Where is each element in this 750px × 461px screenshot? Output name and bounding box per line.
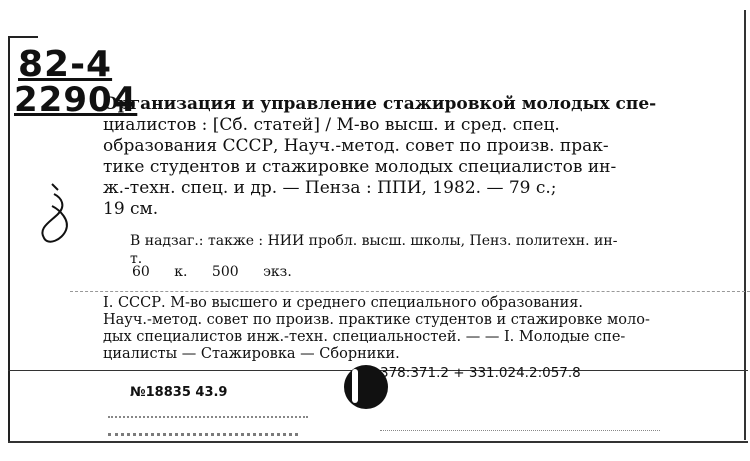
main-entry-line: тике студентов и стажировке молодых специалистов ин-	[103, 157, 617, 177]
main-entry-line: ж.-техн. спец. и др. — Пенза : ППИ, 1982. — 79 с.;	[103, 178, 557, 198]
tracing-line: I. СССР. М-во высшего и среднего специального образования.	[103, 295, 583, 311]
main-entry-line: 19 см.	[103, 199, 159, 219]
card-border-left	[8, 36, 10, 441]
tracing-line: дых специалистов инж.-техн. специальностей. — — I. Молодые спе-	[103, 329, 626, 345]
card-border-top	[8, 36, 38, 38]
card-border-bottom	[8, 441, 748, 443]
note-line: В надзаг.: также : НИИ пробл. высш. школы, Пенз. политехн. ин-	[130, 233, 618, 249]
note-line: т.	[130, 251, 143, 267]
main-entry-line: циалистов : [Сб. статей] / М-во высш. и сред. спец.	[103, 115, 560, 135]
illegible-stamp-line	[108, 404, 308, 418]
illegible-stamp-line	[108, 421, 298, 436]
price: 60 к.	[132, 264, 188, 280]
handwritten-shelf-code: 82-4	[18, 44, 113, 85]
scan-noise	[380, 430, 660, 441]
handwritten-inventory-number: 22904	[14, 80, 138, 120]
tracing-block	[103, 295, 683, 363]
accession-number: №18835 43.9	[130, 385, 228, 400]
notes-block	[130, 232, 690, 268]
card-border-right	[744, 10, 746, 440]
udc-classification: 378:371.2 + 331.024.2:057.8	[380, 365, 581, 381]
main-entry-title-line: Организация и управление стажировкой молодых спе-	[103, 94, 657, 114]
tracing-line: Науч.-метод. совет по произв. практике студентов и стажировке моло-	[103, 312, 650, 328]
circulation-line	[132, 264, 292, 280]
main-entry-line: образования СССР, Науч.-метод. совет по произв. прак-	[103, 136, 609, 156]
print-run: 500 экз.	[211, 264, 292, 280]
main-entry	[103, 94, 683, 220]
handwritten-mark-icon	[32, 180, 78, 250]
dashed-divider	[70, 291, 750, 292]
tracing-line: циалисты — Стажировка — Сборники.	[103, 346, 400, 362]
